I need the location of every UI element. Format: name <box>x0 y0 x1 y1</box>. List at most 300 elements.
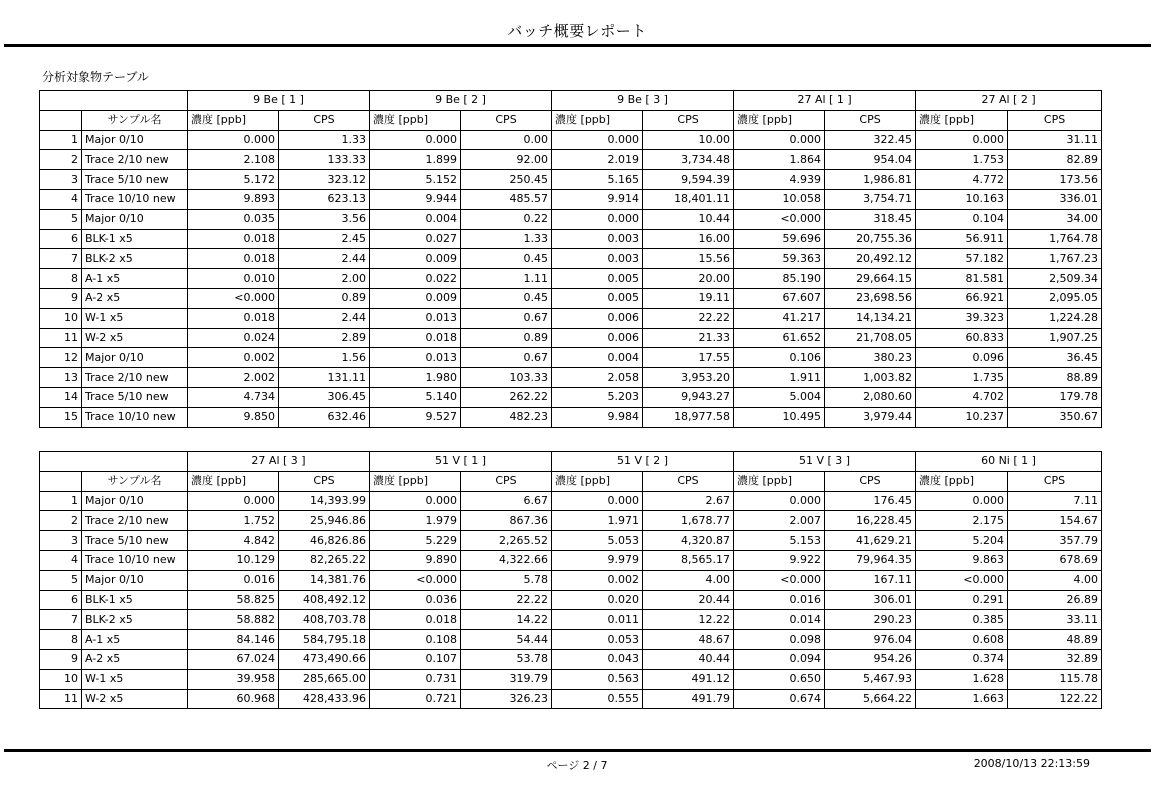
concentration-value: 0.108 <box>370 630 461 650</box>
concentration-value: 0.005 <box>552 269 643 289</box>
cps-value: 482.23 <box>461 407 552 427</box>
table-row <box>40 150 1102 170</box>
concentration-value: 0.004 <box>552 348 643 368</box>
table-row <box>40 130 1102 150</box>
concentration-value: 1.980 <box>370 368 461 388</box>
sample-name: BLK-1 x5 <box>82 590 188 610</box>
concentration-value: 9.979 <box>552 550 643 570</box>
analyte-group-header: 51 V [ 2 ] <box>552 452 734 472</box>
cps-value: 1.56 <box>279 348 370 368</box>
analyte-group-header: 27 Al [ 2 ] <box>916 91 1102 111</box>
cps-value: 2,265.52 <box>461 531 552 551</box>
cps-value: 0.45 <box>461 288 552 308</box>
concentration-value: 41.217 <box>734 308 825 328</box>
concentration-header: 濃度 [ppb] <box>188 471 279 491</box>
concentration-value: 10.237 <box>916 407 1008 427</box>
concentration-value: 0.014 <box>734 610 825 630</box>
cps-value: 20.44 <box>643 590 734 610</box>
cps-value: 4.00 <box>643 570 734 590</box>
concentration-value: 0.002 <box>188 348 279 368</box>
concentration-value: 0.555 <box>552 689 643 709</box>
cps-value: 3,754.71 <box>825 189 916 209</box>
concentration-value: 9.890 <box>370 550 461 570</box>
cps-value: 2.44 <box>279 249 370 269</box>
row-index: 10 <box>40 669 82 689</box>
row-index: 8 <box>40 630 82 650</box>
section-title: 分析対象物テーブル <box>42 70 149 84</box>
row-index: 7 <box>40 249 82 269</box>
cps-value: 34.00 <box>1008 209 1102 229</box>
cps-value: 14.22 <box>461 610 552 630</box>
cps-value: 1.33 <box>461 229 552 249</box>
concentration-value: 2.002 <box>188 368 279 388</box>
cps-value: 133.33 <box>279 150 370 170</box>
cps-value: 14,381.76 <box>279 570 370 590</box>
cps-value: 20.00 <box>643 269 734 289</box>
cps-value: 380.23 <box>825 348 916 368</box>
concentration-value: 0.000 <box>916 491 1008 511</box>
cps-value: 954.26 <box>825 649 916 669</box>
sample-name: A-2 x5 <box>82 649 188 669</box>
cps-header: CPS <box>1008 471 1102 491</box>
concentration-value: 0.096 <box>916 348 1008 368</box>
concentration-value: 0.608 <box>916 630 1008 650</box>
concentration-header: 濃度 [ppb] <box>188 110 279 130</box>
cps-value: 318.45 <box>825 209 916 229</box>
concentration-value: 0.003 <box>552 249 643 269</box>
concentration-value: 0.000 <box>188 130 279 150</box>
concentration-value: 0.674 <box>734 689 825 709</box>
cps-header: CPS <box>643 471 734 491</box>
concentration-header: 濃度 [ppb] <box>370 110 461 130</box>
concentration-value: 0.004 <box>370 209 461 229</box>
sample-name: W-2 x5 <box>82 689 188 709</box>
cps-value: 1,764.78 <box>1008 229 1102 249</box>
concentration-value: 0.011 <box>552 610 643 630</box>
analyte-group-header: 9 Be [ 3 ] <box>552 91 734 111</box>
sample-name: W-1 x5 <box>82 308 188 328</box>
cps-value: 2.44 <box>279 308 370 328</box>
concentration-value: 10.058 <box>734 189 825 209</box>
cps-value: 20,492.12 <box>825 249 916 269</box>
cps-value: 18,401.11 <box>643 189 734 209</box>
cps-value: 32.89 <box>1008 649 1102 669</box>
concentration-value: 0.018 <box>370 610 461 630</box>
sample-name: W-1 x5 <box>82 669 188 689</box>
concentration-value: 2.108 <box>188 150 279 170</box>
cps-value: 0.89 <box>279 288 370 308</box>
concentration-value: 5.204 <box>916 531 1008 551</box>
sample-name: BLK-2 x5 <box>82 610 188 630</box>
concentration-value: 0.000 <box>916 130 1008 150</box>
sample-name: Trace 5/10 new <box>82 531 188 551</box>
table-row <box>40 570 1102 590</box>
table-row <box>40 348 1102 368</box>
concentration-value: 39.958 <box>188 669 279 689</box>
concentration-value: 67.024 <box>188 649 279 669</box>
concentration-value: 0.027 <box>370 229 461 249</box>
concentration-value: 0.000 <box>734 491 825 511</box>
sample-name: Trace 2/10 new <box>82 368 188 388</box>
concentration-value: 5.152 <box>370 170 461 190</box>
cps-value: 40.44 <box>643 649 734 669</box>
cps-header: CPS <box>1008 110 1102 130</box>
cps-value: 167.11 <box>825 570 916 590</box>
group-header-row <box>40 452 1102 472</box>
concentration-value: 85.190 <box>734 269 825 289</box>
cps-value: 584,795.18 <box>279 630 370 650</box>
cps-value: 623.13 <box>279 189 370 209</box>
cps-value: 323.12 <box>279 170 370 190</box>
table-row <box>40 308 1102 328</box>
cps-value: 21.33 <box>643 328 734 348</box>
concentration-header: 濃度 [ppb] <box>552 110 643 130</box>
concentration-value: 0.018 <box>370 328 461 348</box>
concentration-value: 2.007 <box>734 511 825 531</box>
cps-value: 23,698.56 <box>825 288 916 308</box>
concentration-value: 60.833 <box>916 328 1008 348</box>
concentration-value: 0.374 <box>916 649 1008 669</box>
cps-value: 1.11 <box>461 269 552 289</box>
concentration-value: 4.702 <box>916 387 1008 407</box>
concentration-value: 0.022 <box>370 269 461 289</box>
table-row <box>40 328 1102 348</box>
table-row <box>40 269 1102 289</box>
concentration-value: 9.944 <box>370 189 461 209</box>
concentration-value: 56.911 <box>916 229 1008 249</box>
concentration-value: 4.939 <box>734 170 825 190</box>
cps-value: 92.00 <box>461 150 552 170</box>
concentration-header: 濃度 [ppb] <box>552 471 643 491</box>
cps-value: 632.46 <box>279 407 370 427</box>
cps-value: 0.89 <box>461 328 552 348</box>
concentration-value: 81.581 <box>916 269 1008 289</box>
concentration-value: 0.009 <box>370 288 461 308</box>
concentration-value: 0.000 <box>552 491 643 511</box>
table-row <box>40 511 1102 531</box>
concentration-value: 4.842 <box>188 531 279 551</box>
cps-value: 18,977.58 <box>643 407 734 427</box>
cps-value: 179.78 <box>1008 387 1102 407</box>
sample-name: Trace 5/10 new <box>82 387 188 407</box>
cps-value: 10.00 <box>643 130 734 150</box>
row-index: 6 <box>40 229 82 249</box>
cps-value: 21,708.05 <box>825 328 916 348</box>
sample-name: Trace 10/10 new <box>82 407 188 427</box>
concentration-value: <0.000 <box>916 570 1008 590</box>
concentration-value: 0.003 <box>552 229 643 249</box>
cps-value: 4,320.87 <box>643 531 734 551</box>
cps-value: 1,907.25 <box>1008 328 1102 348</box>
concentration-value: 0.000 <box>370 130 461 150</box>
concentration-value: 39.323 <box>916 308 1008 328</box>
cps-value: 262.22 <box>461 387 552 407</box>
sample-name: BLK-2 x5 <box>82 249 188 269</box>
sample-name-header: サンプル名 <box>82 110 188 130</box>
sample-name: Trace 10/10 new <box>82 550 188 570</box>
cps-value: 954.04 <box>825 150 916 170</box>
concentration-value: 61.652 <box>734 328 825 348</box>
concentration-value: 9.863 <box>916 550 1008 570</box>
cps-value: 5,664.22 <box>825 689 916 709</box>
concentration-value: 2.175 <box>916 511 1008 531</box>
cps-value: 2.89 <box>279 328 370 348</box>
concentration-value: 5.203 <box>552 387 643 407</box>
cps-value: 5,467.93 <box>825 669 916 689</box>
cps-value: 285,665.00 <box>279 669 370 689</box>
cps-value: 12.22 <box>643 610 734 630</box>
concentration-value: 9.850 <box>188 407 279 427</box>
row-index: 7 <box>40 610 82 630</box>
table-row <box>40 550 1102 570</box>
cps-value: 41,629.21 <box>825 531 916 551</box>
analyte-group-header: 9 Be [ 1 ] <box>188 91 370 111</box>
page-number: ページ 2 / 7 <box>546 759 608 772</box>
concentration-value: 58.882 <box>188 610 279 630</box>
table-row <box>40 590 1102 610</box>
cps-value: 5.78 <box>461 570 552 590</box>
cps-value: 154.67 <box>1008 511 1102 531</box>
row-index: 2 <box>40 150 82 170</box>
cps-value: 0.45 <box>461 249 552 269</box>
concentration-value: 9.922 <box>734 550 825 570</box>
concentration-value: 1.752 <box>188 511 279 531</box>
concentration-value: 0.013 <box>370 308 461 328</box>
group-header-row <box>40 91 1102 111</box>
concentration-value: 9.984 <box>552 407 643 427</box>
cps-value: 250.45 <box>461 170 552 190</box>
concentration-value: 0.098 <box>734 630 825 650</box>
concentration-value: 59.696 <box>734 229 825 249</box>
concentration-header: 濃度 [ppb] <box>916 471 1008 491</box>
cps-value: 88.89 <box>1008 368 1102 388</box>
concentration-value: 10.163 <box>916 189 1008 209</box>
concentration-header: 濃度 [ppb] <box>916 110 1008 130</box>
cps-value: 2,095.05 <box>1008 288 1102 308</box>
concentration-value: 1.899 <box>370 150 461 170</box>
cps-value: 53.78 <box>461 649 552 669</box>
cps-value: 4.00 <box>1008 570 1102 590</box>
cps-value: 15.56 <box>643 249 734 269</box>
cps-value: 491.79 <box>643 689 734 709</box>
row-index: 11 <box>40 689 82 709</box>
concentration-value: 0.291 <box>916 590 1008 610</box>
concentration-value: 0.018 <box>188 308 279 328</box>
report-title: バッチ概要レポート <box>507 22 647 40</box>
concentration-value: 1.628 <box>916 669 1008 689</box>
table-row <box>40 249 1102 269</box>
cps-value: 26.89 <box>1008 590 1102 610</box>
cps-value: 867.36 <box>461 511 552 531</box>
cps-value: 0.67 <box>461 308 552 328</box>
concentration-value: 0.018 <box>188 229 279 249</box>
table-row <box>40 209 1102 229</box>
cps-value: 10.44 <box>643 209 734 229</box>
cps-value: 20,755.36 <box>825 229 916 249</box>
sample-name: Major 0/10 <box>82 570 188 590</box>
concentration-value: 0.010 <box>188 269 279 289</box>
concentration-value: 0.000 <box>188 491 279 511</box>
concentration-header: 濃度 [ppb] <box>734 110 825 130</box>
cps-header: CPS <box>825 110 916 130</box>
sample-name: A-1 x5 <box>82 630 188 650</box>
row-index: 12 <box>40 348 82 368</box>
concentration-value: 0.094 <box>734 649 825 669</box>
cps-value: 322.45 <box>825 130 916 150</box>
cps-value: 408,492.12 <box>279 590 370 610</box>
table-row <box>40 649 1102 669</box>
cps-value: 678.69 <box>1008 550 1102 570</box>
header-blank <box>40 91 188 111</box>
cps-value: 1,224.28 <box>1008 308 1102 328</box>
concentration-value: 1.753 <box>916 150 1008 170</box>
table-row <box>40 669 1102 689</box>
cps-value: 173.56 <box>1008 170 1102 190</box>
concentration-value: 60.968 <box>188 689 279 709</box>
concentration-header: 濃度 [ppb] <box>370 471 461 491</box>
row-index: 6 <box>40 590 82 610</box>
cps-value: 485.57 <box>461 189 552 209</box>
top-rule <box>4 44 1151 47</box>
table-row <box>40 229 1102 249</box>
row-index: 11 <box>40 328 82 348</box>
bottom-rule <box>4 749 1151 752</box>
concentration-value: 58.825 <box>188 590 279 610</box>
table-row <box>40 531 1102 551</box>
cps-value: 16,228.45 <box>825 511 916 531</box>
concentration-value: 4.734 <box>188 387 279 407</box>
cps-value: 131.11 <box>279 368 370 388</box>
concentration-value: 1.979 <box>370 511 461 531</box>
cps-value: 428,433.96 <box>279 689 370 709</box>
table-row <box>40 288 1102 308</box>
cps-value: 103.33 <box>461 368 552 388</box>
concentration-value: 0.053 <box>552 630 643 650</box>
index-header <box>40 110 82 130</box>
concentration-value: 0.650 <box>734 669 825 689</box>
cps-value: 0.00 <box>461 130 552 150</box>
row-index: 9 <box>40 649 82 669</box>
row-index: 1 <box>40 130 82 150</box>
sample-name: Major 0/10 <box>82 348 188 368</box>
concentration-value: 5.004 <box>734 387 825 407</box>
concentration-value: 57.182 <box>916 249 1008 269</box>
concentration-value: 0.020 <box>552 590 643 610</box>
cps-value: 79,964.35 <box>825 550 916 570</box>
cps-value: 46,826.86 <box>279 531 370 551</box>
concentration-value: 0.106 <box>734 348 825 368</box>
index-header <box>40 471 82 491</box>
cps-value: 491.12 <box>643 669 734 689</box>
row-index: 5 <box>40 570 82 590</box>
sample-name: Major 0/10 <box>82 130 188 150</box>
cps-header: CPS <box>461 110 552 130</box>
analyte-group-header: 9 Be [ 2 ] <box>370 91 552 111</box>
concentration-value: 10.495 <box>734 407 825 427</box>
row-index: 3 <box>40 531 82 551</box>
cps-value: 29,664.15 <box>825 269 916 289</box>
cps-value: 22.22 <box>461 590 552 610</box>
analyte-group-header: 51 V [ 1 ] <box>370 452 552 472</box>
cps-value: 82.89 <box>1008 150 1102 170</box>
concentration-value: 0.563 <box>552 669 643 689</box>
concentration-value: 0.016 <box>734 590 825 610</box>
concentration-value: 0.006 <box>552 308 643 328</box>
cps-value: 22.22 <box>643 308 734 328</box>
cps-value: 473,490.66 <box>279 649 370 669</box>
sample-name-header: サンプル名 <box>82 471 188 491</box>
concentration-value: 0.000 <box>552 209 643 229</box>
table-row <box>40 610 1102 630</box>
concentration-value: 0.000 <box>552 130 643 150</box>
cps-value: 3,953.20 <box>643 368 734 388</box>
row-index: 10 <box>40 308 82 328</box>
cps-value: 115.78 <box>1008 669 1102 689</box>
cps-value: 1,986.81 <box>825 170 916 190</box>
concentration-value: 9.527 <box>370 407 461 427</box>
concentration-value: 1.911 <box>734 368 825 388</box>
cps-value: 122.22 <box>1008 689 1102 709</box>
concentration-value: 9.893 <box>188 189 279 209</box>
cps-value: 1.33 <box>279 130 370 150</box>
row-index: 8 <box>40 269 82 289</box>
concentration-value: 0.024 <box>188 328 279 348</box>
row-index: 4 <box>40 550 82 570</box>
concentration-value: 0.731 <box>370 669 461 689</box>
cps-value: 1,678.77 <box>643 511 734 531</box>
cps-value: 19.11 <box>643 288 734 308</box>
cps-value: 33.11 <box>1008 610 1102 630</box>
row-index: 14 <box>40 387 82 407</box>
row-index: 5 <box>40 209 82 229</box>
cps-value: 3,734.48 <box>643 150 734 170</box>
analyte-table-2 <box>39 451 1102 709</box>
cps-value: 6.67 <box>461 491 552 511</box>
concentration-value: 0.043 <box>552 649 643 669</box>
sample-name: Major 0/10 <box>82 491 188 511</box>
sample-name: Trace 5/10 new <box>82 170 188 190</box>
cps-value: 306.01 <box>825 590 916 610</box>
row-index: 3 <box>40 170 82 190</box>
analyte-group-header: 51 V [ 3 ] <box>734 452 916 472</box>
concentration-value: 9.914 <box>552 189 643 209</box>
concentration-value: 0.006 <box>552 328 643 348</box>
concentration-value: 0.000 <box>370 491 461 511</box>
concentration-value: 5.172 <box>188 170 279 190</box>
cps-header: CPS <box>279 471 370 491</box>
concentration-value: 66.921 <box>916 288 1008 308</box>
concentration-value: 0.016 <box>188 570 279 590</box>
sample-name: BLK-1 x5 <box>82 229 188 249</box>
sample-name: Trace 2/10 new <box>82 511 188 531</box>
concentration-value: 84.146 <box>188 630 279 650</box>
concentration-header: 濃度 [ppb] <box>734 471 825 491</box>
table-row <box>40 170 1102 190</box>
concentration-value: 5.140 <box>370 387 461 407</box>
concentration-value: 2.019 <box>552 150 643 170</box>
sample-name: Trace 2/10 new <box>82 150 188 170</box>
cps-value: 54.44 <box>461 630 552 650</box>
row-index: 4 <box>40 189 82 209</box>
cps-value: 14,393.99 <box>279 491 370 511</box>
concentration-value: 0.002 <box>552 570 643 590</box>
concentration-value: 0.013 <box>370 348 461 368</box>
cps-value: 408,703.78 <box>279 610 370 630</box>
concentration-value: <0.000 <box>734 570 825 590</box>
cps-value: 2,080.60 <box>825 387 916 407</box>
cps-value: 336.01 <box>1008 189 1102 209</box>
cps-value: 9,943.27 <box>643 387 734 407</box>
